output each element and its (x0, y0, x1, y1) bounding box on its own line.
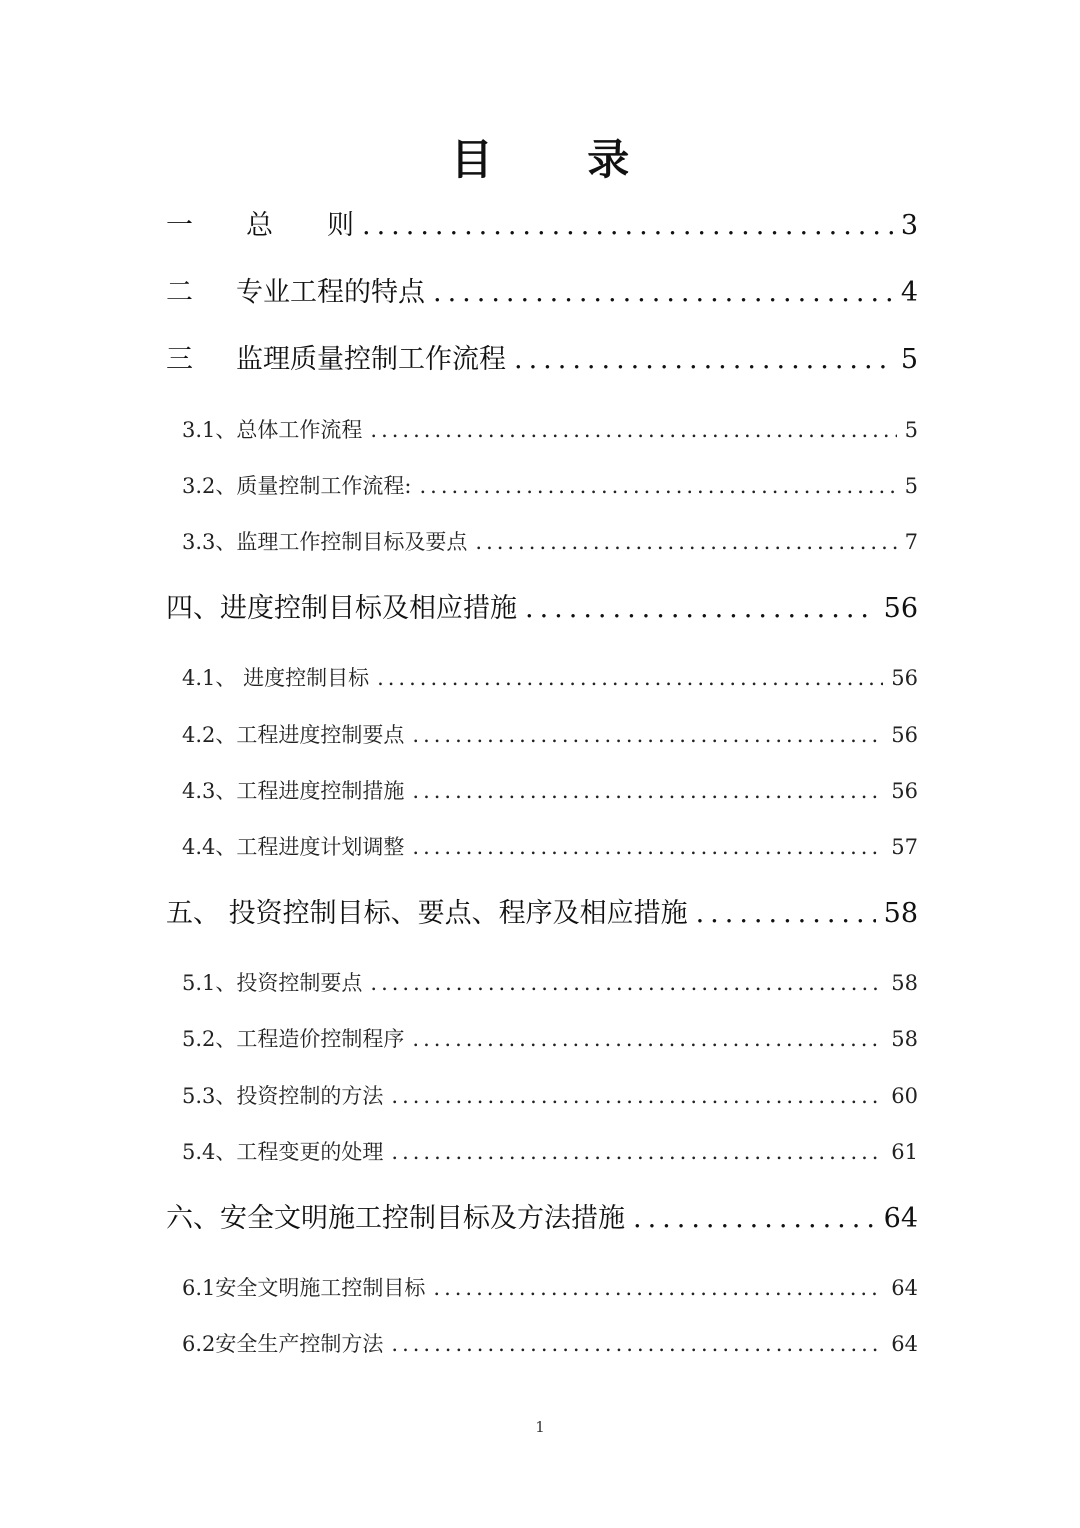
toc-entry-title: 4.2、工程进度控制要点 (182, 723, 405, 747)
dot-leader (696, 894, 876, 934)
toc-entry-3-2[interactable] (182, 469, 918, 503)
toc-entry-3-3[interactable] (182, 525, 918, 559)
toc-entry-title: 3.1、总体工作流程 (182, 418, 363, 442)
toc-entry-page: 5 (904, 474, 918, 498)
toc-entry-4-1[interactable] (182, 661, 918, 695)
dot-leader (412, 774, 883, 808)
toc-entry-4-2[interactable] (182, 718, 918, 752)
toc-entry-6[interactable] (166, 1199, 918, 1239)
toc-entry-1[interactable] (166, 206, 918, 246)
dot-leader (433, 1271, 883, 1305)
toc-entry-number: 三 (166, 344, 193, 375)
toc-entry-title: 五、 投资控制目标、要点、程序及相应措施 (166, 898, 688, 929)
toc-entry-page: 64 (891, 1332, 918, 1356)
toc-entry-title: 3.3、监理工作控制目标及要点 (182, 530, 468, 554)
dot-leader (412, 1022, 883, 1056)
toc-entry-page: 64 (891, 1276, 918, 1300)
toc-entry-5-4[interactable] (182, 1135, 918, 1169)
toc-entry-6-1[interactable] (182, 1271, 918, 1305)
dot-leader (412, 718, 883, 752)
page-number: 1 (535, 1418, 545, 1436)
toc-entry-page: 56 (891, 723, 918, 747)
toc-entry-page: 58 (891, 1027, 918, 1051)
toc-entry-page: 4 (900, 277, 918, 308)
toc-entry-page: 5 (904, 418, 918, 442)
page-title: 目 录 (450, 135, 670, 184)
dot-leader (391, 1327, 883, 1361)
toc-entry-title: 四、进度控制目标及相应措施 (166, 593, 517, 624)
toc-entry-5[interactable] (166, 894, 918, 934)
toc-entry-page: 56 (891, 779, 918, 803)
toc-entry-title: 5.4、工程变更的处理 (182, 1140, 384, 1164)
dot-leader (391, 1135, 883, 1169)
toc-entry-title: 5.1、投资控制要点 (182, 971, 363, 995)
toc-entry-page: 5 (900, 344, 918, 375)
toc-entry-page: 61 (891, 1140, 918, 1164)
dot-leader (633, 1199, 876, 1239)
toc-entry-title: 6.1安全文明施工控制目标 (182, 1276, 426, 1300)
toc-entry-5-3[interactable] (182, 1079, 918, 1113)
toc-entry-6-2[interactable] (182, 1327, 918, 1361)
toc-entry-title: 4.4、工程进度计划调整 (182, 835, 405, 859)
toc-entry-5-1[interactable] (182, 966, 918, 1000)
toc-entry-page: 3 (900, 210, 918, 241)
toc-entry-title: 3.2、质量控制工作流程: (182, 474, 412, 498)
toc-entry-page: 57 (891, 835, 918, 859)
toc-entry-4-4[interactable] (182, 830, 918, 864)
toc-entry-number: 二 (166, 277, 193, 308)
toc-entry-title: 监理质量控制工作流程 (236, 344, 506, 375)
dot-leader (412, 830, 883, 864)
dot-leader (370, 413, 896, 447)
toc-entry-title: 4.1、 进度控制目标 (182, 666, 370, 690)
toc-entry-title: 六、安全文明施工控制目标及方法措施 (166, 1203, 625, 1234)
toc-entry-4-3[interactable] (182, 774, 918, 808)
toc-entry-3-1[interactable] (182, 413, 918, 447)
dot-leader (419, 469, 896, 503)
toc-entry-page: 58 (883, 898, 918, 929)
toc-entry-4[interactable] (166, 589, 918, 629)
toc-entry-page: 7 (904, 530, 918, 554)
toc-entry-page: 56 (883, 593, 918, 624)
toc-entry-2[interactable] (166, 273, 918, 313)
toc-entry-page: 60 (891, 1084, 918, 1108)
dot-leader (475, 525, 896, 559)
toc-entry-title: 4.3、工程进度控制措施 (182, 779, 405, 803)
toc-entry-title: 6.2安全生产控制方法 (182, 1332, 384, 1356)
toc-entry-page: 58 (891, 971, 918, 995)
toc-entry-title: 5.3、投资控制的方法 (182, 1084, 384, 1108)
dot-leader (362, 206, 893, 246)
toc-entry-3[interactable] (166, 340, 918, 380)
toc-entry-number: 一 (166, 210, 193, 241)
dot-leader (391, 1079, 883, 1113)
toc-entry-page: 56 (891, 666, 918, 690)
dot-leader (514, 340, 893, 380)
toc-entry-page: 64 (883, 1203, 918, 1234)
dot-leader (525, 589, 876, 629)
dot-leader (370, 966, 883, 1000)
toc-entry-5-2[interactable] (182, 1022, 918, 1056)
toc-entry-title: 专业工程的特点 (236, 277, 425, 308)
toc-entry-title: 总 则 (246, 210, 354, 241)
dot-leader (433, 273, 893, 313)
toc-entry-title: 5.2、工程造价控制程序 (182, 1027, 405, 1051)
dot-leader (377, 661, 883, 695)
